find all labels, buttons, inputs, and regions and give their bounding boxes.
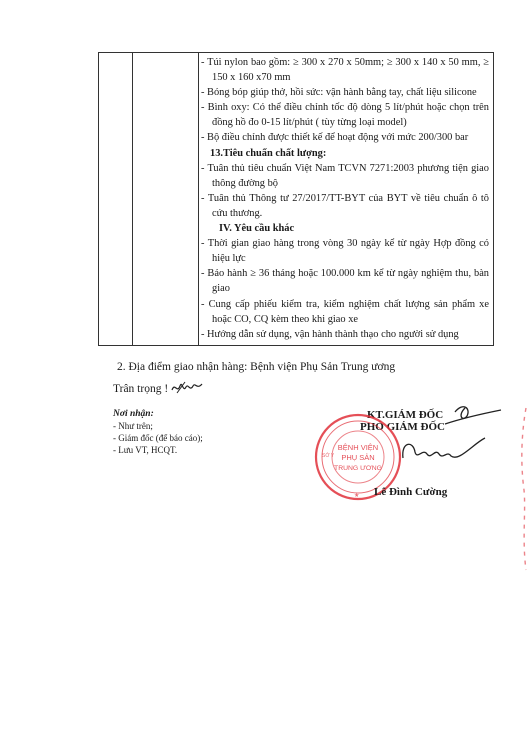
recipients-label: Nơi nhận: [113,409,154,419]
recipient-item: - Như trên; [113,421,153,431]
spec-heading: 13.Tiêu chuẩn chất lượng: [210,147,327,159]
spec-bullet: - Bộ điều chỉnh được thiết kế để hoạt động với mức 200/300 bar [201,132,469,144]
table-column-divider [132,53,133,345]
signer-title-2: PHÓ GIÁM ĐỐC [360,421,445,433]
svg-text:★: ★ [354,493,360,499]
spec-bullet: - Tuân thủ Thông tư 27/2017/TT-BYT của BYT về tiêu chuẩn ô tô cứu thương. [201,192,489,219]
seal-edge-fragment [508,400,530,580]
spec-bullet: - Tuân thủ tiêu chuẩn Việt Nam TCVN 7271:2003 phương tiện giao thông đường bộ [201,162,489,189]
table-column-divider [198,53,199,345]
spec-heading: IV. Yêu cầu khác [219,223,295,235]
spec-bullet: - Thời gian giao hàng trong vòng 30 ngày kể từ ngày Hợp đồng có hiệu lực [201,238,489,265]
director-signature [393,398,503,473]
delivery-location: 2. Địa điểm giao nhận hàng: Bệnh viện Phụ Sản Trung ương [117,361,396,373]
spec-bullet: - Cung cấp phiếu kiểm tra, kiểm nghiệm chất lượng sản phẩm xe hoặc CO, CQ kèm theo khi giao xe [201,298,489,325]
spec-bullet: - Bảo hành ≥ 36 tháng hoặc 100.000 km kể từ ngày nghiệm thu, bàn giao [201,268,489,295]
svg-text:SỞ Y: SỞ Y [322,453,335,459]
recipient-item: - Lưu VT, HCQT. [113,445,178,455]
svg-text:TRUNG ƯƠNG: TRUNG ƯƠNG [334,465,382,472]
signer-title-1: KT.GIÁM ĐỐC [367,409,444,421]
spec-bullet: - Hướng dẫn sử dụng, vận hành thành thạo cho người sử dụng [201,328,459,340]
spec-bullet: - Bình oxy: Có thể điều chỉnh tốc độ dòng 5 lít/phút hoặc chọn trên đồng hồ đo 0-15 lít/phút ( tùy từng loại model) [201,102,489,129]
initial-signature [171,378,203,398]
signer-name: Lê Đình Cường [374,486,448,498]
spec-table [98,52,494,346]
spec-content-cell [201,55,489,342]
recipient-item: - Giám đốc (để báo cáo); [113,433,203,443]
spec-bullet: - Túi nylon bao gồm: ≥ 300 x 270 x 50mm; ≥ 300 x 140 x 50 mm, ≥ 150 x 160 x70 mm [201,57,489,84]
svg-text:BỆNH VIỆN: BỆNH VIỆN [337,443,379,452]
recipients-block [113,408,203,456]
svg-text:PHỤ SẢN: PHỤ SẢN [341,453,375,462]
spec-bullet: - Bóng bóp giúp thở, hồi sức: vận hành bằng tay, chất liệu silicone [201,87,477,99]
regards-text: Trân trọng ! [113,383,169,395]
